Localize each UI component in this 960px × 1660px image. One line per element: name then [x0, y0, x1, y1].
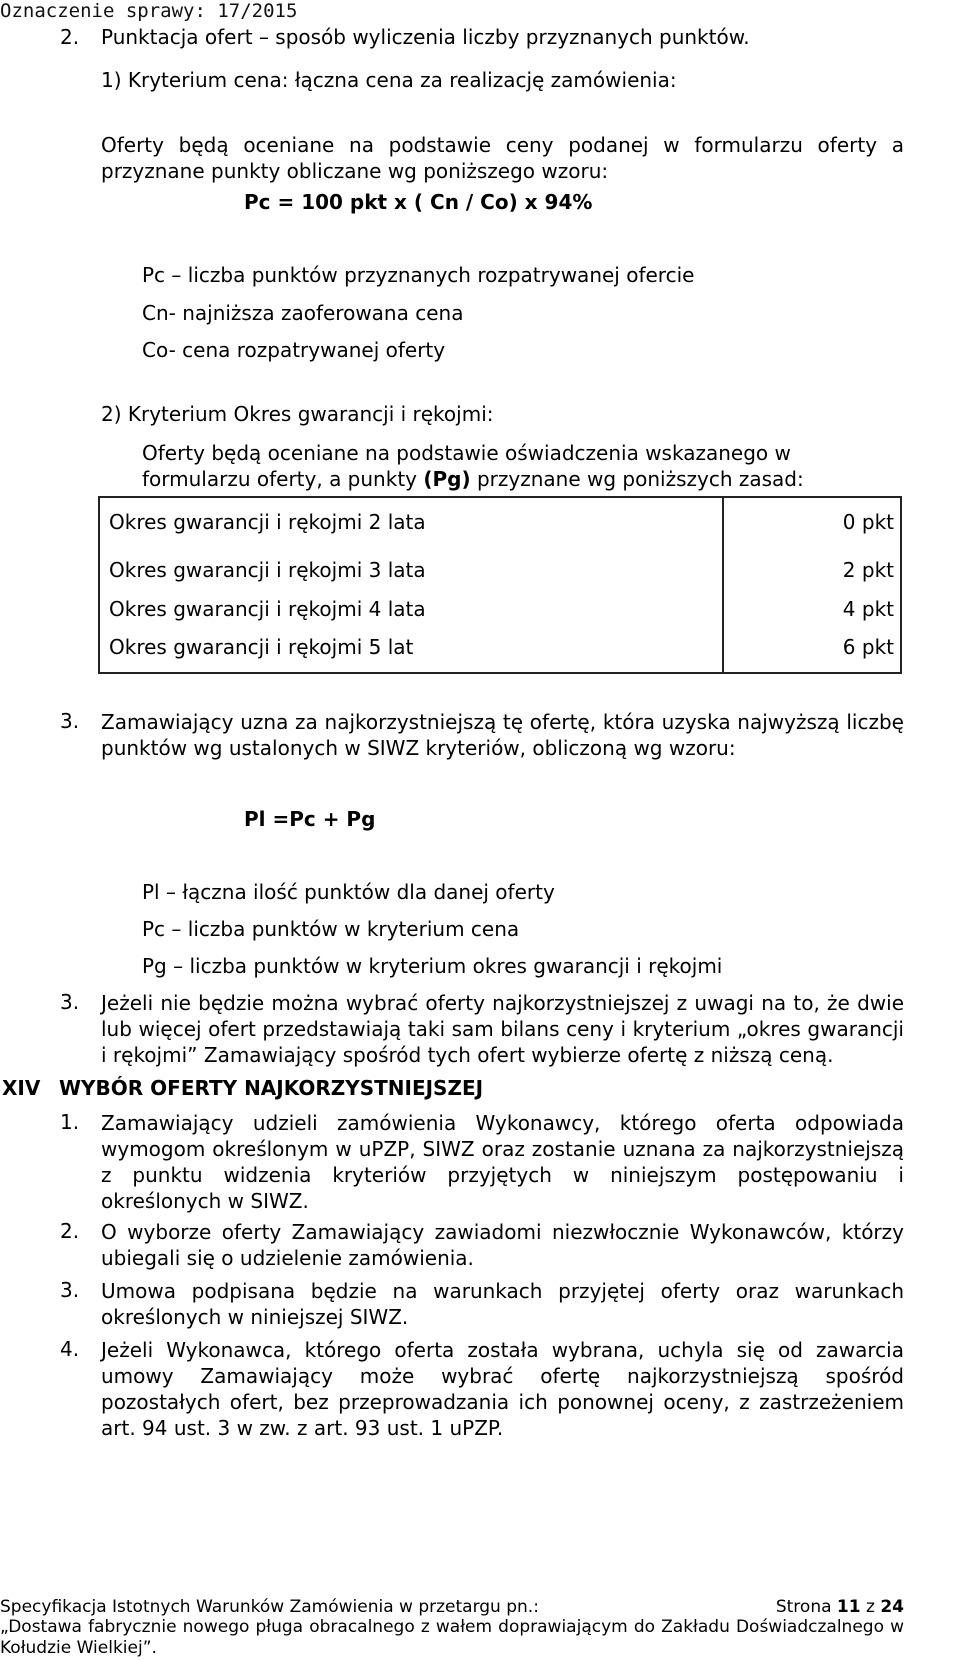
footer-top-line [0, 1597, 904, 1618]
section-xiv-heading [2, 1076, 483, 1101]
xiv-item-2-text: O wyborze oferty Zamawiający zawiadomi niezwłocznie Wykonawców, którzy ubiegali się o udzielenie zamówienia. [101, 1220, 904, 1270]
point-2-number: 2. [60, 25, 80, 49]
table-row-points: 6 pkt [842, 635, 894, 659]
criterion-2-pg-symbol: (Pg) [423, 467, 471, 491]
legend-co: Co- cena rozpatrywanej oferty [142, 338, 446, 362]
criterion-2-description-end: przyznane wg poniższych zasad: [470, 467, 804, 491]
xiv-item-3-text: Umowa podpisana będzie na warunkach przyjętej oferty oraz warunkach określonych w niniejszej SIWZ. [101, 1279, 904, 1329]
point-3a-text: Zamawiający uzna za najkorzystniejszą tę ofertę, która uzyska najwyższą liczbę punktów wg ustalonych w SIWZ kryteriów, obliczoną wg wzoru: [101, 710, 904, 760]
legend-pg: Pg – liczba punktów w kryterium okres gwarancji i rękojmi [142, 954, 723, 978]
table-row-label: Okres gwarancji i rękojmi 3 lata [109, 558, 426, 582]
xiv-item-4-text: Jeżeli Wykonawca, którego oferta została wybrana, uchyla się od zawarcia umowy Zamawiający może wybrać ofertę najkorzystniejszą spośród pozostałych ofert, bez przeprowadzania ich ponownej oceny, z zastrzeżeniem art. 94 ust. 3 w zw. z art. 93 ust. 1 uPZP. [101, 1338, 904, 1440]
case-reference: Oznaczenie sprawy: 17/2015 [0, 0, 298, 22]
table-row-points: 2 pkt [842, 558, 894, 582]
price-formula: Pc = 100 pkt x ( Cn / Co) x 94% [244, 190, 593, 214]
table-row-label: Okres gwarancji i rękojmi 4 lata [109, 597, 426, 621]
legend-pl: Pl – łączna ilość punktów dla danej oferty [142, 880, 555, 904]
footer-project-title: „Dostawa fabrycznie nowego pługa obracalnego z wałem doprawiającym do Zakładu Doświadczalnego w Kołudzie Wielkiej”. [0, 1617, 904, 1659]
page-current: 11 [836, 1597, 861, 1617]
page-separator: z [860, 1597, 881, 1617]
xiv-item-1-number: 1. [60, 1110, 80, 1134]
table-row-label: Okres gwarancji i rękojmi 2 lata [109, 510, 426, 534]
criterion-2-description [142, 440, 904, 492]
criterion-1-description: Oferty będą oceniane na podstawie ceny podanej w formularzu oferty a przyznane punkty obliczane wg poniższego wzoru: [101, 133, 904, 183]
point-3a-number: 3. [60, 709, 80, 733]
xiv-item-4-number: 4. [60, 1337, 80, 1361]
total-points-formula: Pl =Pc + Pg [244, 807, 376, 831]
point-2-title: Punktacja ofert – sposób wyliczenia liczby przyznanych punktów. [101, 25, 750, 49]
xiv-item-2-number: 2. [60, 1219, 80, 1243]
warranty-points-table [98, 496, 902, 674]
table-row-points: 4 pkt [842, 597, 894, 621]
table-row-label: Okres gwarancji i rękojmi 5 lat [109, 635, 414, 659]
criterion-2-description-start: Oferty będą oceniane na podstawie oświadczenia wskazanego w formularzu oferty, a punkty [142, 441, 791, 491]
legend-cn: Cn- najniższa zaoferowana cena [142, 301, 464, 325]
criterion-1-heading: 1) Kryterium cena: łączna cena za realizację zamówienia: [101, 68, 677, 92]
footer-page-number [776, 1597, 904, 1618]
table-row-points: 0 pkt [842, 510, 894, 534]
xiv-item-1-text: Zamawiający udzieli zamówienia Wykonawcy, którego oferta odpowiada wymogom określonym w uPZP, SIWZ oraz zostanie uznana za najkorzystniejszą z punktu widzenia kryteriów przyjętych w niniejszym postępowaniu i określonych w SIWZ. [101, 1111, 904, 1213]
point-3b-number: 3. [60, 990, 80, 1014]
page-total: 24 [880, 1597, 904, 1617]
point-3b-text: Jeżeli nie będzie można wybrać oferty najkorzystniejszej z uwagi na to, że dwie lub więcej ofert przedstawiają taki sam bilans ceny i kryterium „okres gwarancji i rękojmi” Zamawiający spośród tych ofert wybierze ofertę z niższą ceną. [101, 991, 904, 1067]
xiv-item-3-number: 3. [60, 1278, 80, 1302]
table-column-divider [722, 498, 724, 672]
footer-spec-title: Specyfikacja Istotnych Warunków Zamówienia w przetargu pn.: [0, 1597, 539, 1617]
section-title: WYBÓR OFERTY NAJKORZYSTNIEJSZEJ [59, 1076, 484, 1100]
section-roman-numeral: XIV [2, 1076, 41, 1100]
criterion-2-heading: 2) Kryterium Okres gwarancji i rękojmi: [101, 402, 494, 426]
legend-pc: Pc – liczba punktów przyznanych rozpatrywanej ofercie [142, 263, 695, 287]
legend-pc-total: Pc – liczba punktów w kryterium cena [142, 917, 520, 941]
page-label: Strona [775, 1597, 837, 1617]
